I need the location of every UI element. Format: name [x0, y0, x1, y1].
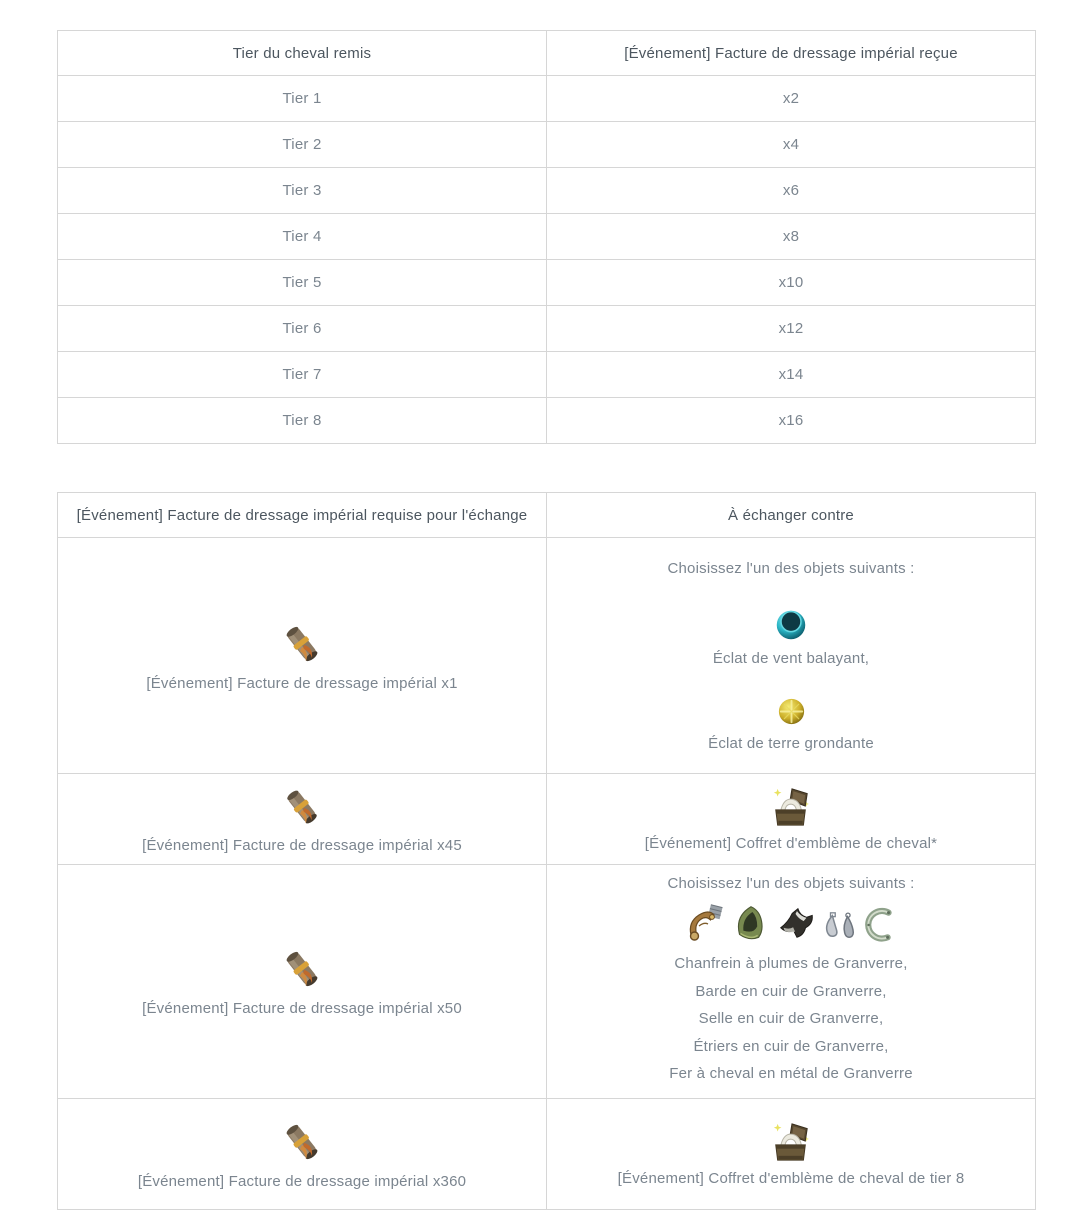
cost-label: [Événement] Facture de dressage impérial x360 [137, 1172, 467, 1190]
quantity-cell: x4 [547, 122, 1036, 168]
reward-cell [547, 538, 1036, 774]
table-row [58, 76, 1036, 122]
scroll-icon [278, 620, 326, 668]
gear-option-label: Fer à cheval en métal de Granverre [669, 1065, 913, 1082]
cost-item [58, 1099, 546, 1209]
table-row [58, 260, 1036, 306]
etriers-icon [820, 910, 858, 944]
barde-icon [730, 902, 772, 944]
exchange-table [57, 492, 1036, 1210]
quantity-cell: x2 [547, 76, 1036, 122]
reward-option [708, 695, 874, 752]
quantity-cell: x8 [547, 214, 1036, 260]
scroll-icon [279, 784, 325, 830]
chanfrein-icon [683, 904, 727, 944]
tier-cell: Tier 3 [58, 168, 547, 214]
tier-cell: Tier 1 [58, 76, 547, 122]
reward-cell [547, 1098, 1036, 1209]
earth-shard-icon [775, 695, 808, 728]
reward-item [547, 774, 1035, 864]
reward-label: [Événement] Coffret d'emblème de cheval de tier 8 [617, 1169, 965, 1187]
reward-choices [547, 538, 1035, 773]
tier-cell: Tier 7 [58, 352, 547, 398]
scroll-icon [278, 1118, 326, 1166]
gear-option-label: Étriers en cuir de Granverre, [693, 1037, 889, 1055]
tier-reward-table [57, 30, 1036, 444]
horseshoe-icon [861, 906, 899, 944]
wind-shard-icon [772, 605, 810, 643]
selle-icon [775, 902, 817, 944]
reward-option-label: Éclat de terre grondante [708, 734, 874, 752]
cost-item [58, 538, 546, 773]
reward-label: [Événement] Coffret d'emblème de cheval* [644, 835, 938, 852]
cost-label: [Événement] Facture de dressage impérial x1 [146, 674, 458, 692]
tier-cell: Tier 5 [58, 260, 547, 306]
quantity-cell: x16 [547, 398, 1036, 444]
exchange-row [58, 774, 1036, 865]
reward-option-label: Éclat de vent balayant, [712, 649, 870, 667]
reward-option [713, 605, 869, 667]
invoice-received-column-header: [Événement] Facture de dressage impérial reçue [547, 31, 1036, 76]
table-row [58, 122, 1036, 168]
cost-cell [58, 1098, 547, 1209]
choose-one-label: Choisissez l'un des objets suivants : [667, 875, 915, 892]
gear-option-list [669, 950, 913, 1088]
table-row [58, 398, 1036, 444]
cost-cell [58, 865, 547, 1099]
gear-option-label: Barde en cuir de Granverre, [695, 982, 887, 1000]
quantity-cell: x14 [547, 352, 1036, 398]
exchange-for-column-header: À échanger contre [547, 493, 1036, 538]
cost-cell [58, 774, 547, 865]
table-row [58, 352, 1036, 398]
gear-icon-strip [683, 902, 899, 944]
exchange-row [58, 538, 1036, 774]
cost-label: [Événement] Facture de dressage impérial x50 [142, 1000, 462, 1018]
cost-cell [58, 538, 547, 774]
quantity-cell: x10 [547, 260, 1036, 306]
reward-cell [547, 774, 1036, 865]
tier-cell: Tier 4 [58, 214, 547, 260]
gear-option-label: Selle en cuir de Granverre, [698, 1010, 884, 1027]
gear-option-label: Chanfrein à plumes de Granverre, [674, 955, 908, 972]
table-header-row [58, 31, 1036, 76]
exchange-row [58, 865, 1036, 1099]
table-header-row [58, 493, 1036, 538]
table-row [58, 168, 1036, 214]
horse-emblem-chest-icon [768, 786, 814, 828]
scroll-icon [278, 945, 326, 993]
cost-item [58, 865, 546, 1098]
horse-emblem-chest-icon [768, 1121, 814, 1163]
choose-one-label: Choisissez l'un des objets suivants : [667, 559, 915, 577]
reward-choices [547, 865, 1035, 1098]
reward-item [547, 1099, 1035, 1209]
tier-cell: Tier 2 [58, 122, 547, 168]
tier-column-header: Tier du cheval remis [58, 31, 547, 76]
quantity-cell: x12 [547, 306, 1036, 352]
table-row [58, 214, 1036, 260]
quantity-cell: x6 [547, 168, 1036, 214]
tier-cell: Tier 6 [58, 306, 547, 352]
exchange-row [58, 1098, 1036, 1209]
reward-cell [547, 865, 1036, 1099]
tier-cell: Tier 8 [58, 398, 547, 444]
invoice-required-column-header: [Événement] Facture de dressage impérial requise pour l'échange [58, 493, 547, 538]
cost-item [58, 774, 546, 864]
table-row [58, 306, 1036, 352]
cost-label: [Événement] Facture de dressage impérial x45 [142, 837, 462, 854]
